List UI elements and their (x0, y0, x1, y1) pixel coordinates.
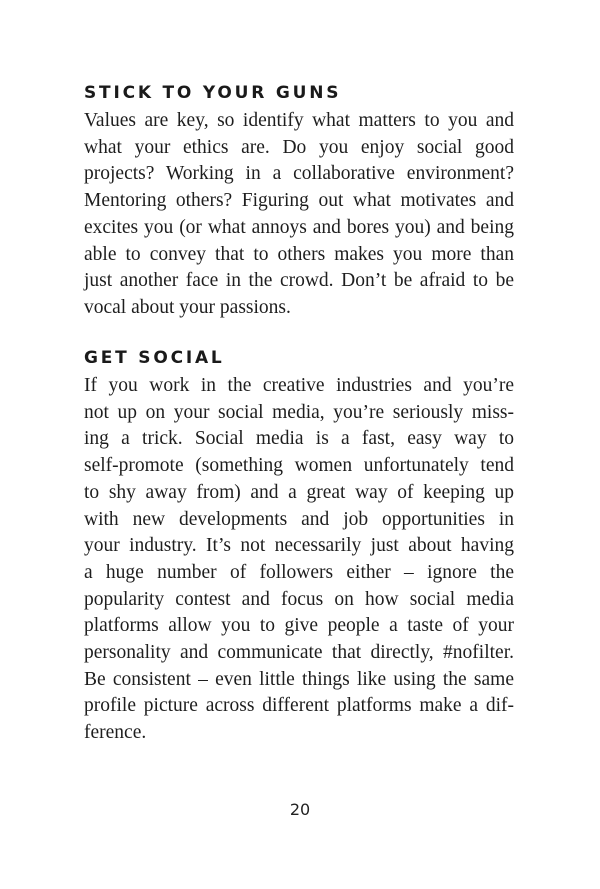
body-text-line: platforms allow you to give people a taste of your (84, 615, 514, 637)
body-text-line: If you work in the creative industries and you’re (84, 375, 514, 396)
body-text-line: your industry. It’s not necessarily just about having (84, 535, 514, 557)
body-text-line: just another face in the crowd. Don’t be afraid to be (84, 270, 514, 292)
body-text-line: profile picture across different platforms make a dif- (84, 695, 514, 717)
body-text-line: able to convey that to others makes you more than (84, 243, 514, 265)
body-text-line: personality and communicate that directly, #nofilter. (84, 642, 514, 664)
body-text-line: projects? Working in a collaborative environment? (84, 163, 514, 185)
section-get-social (84, 345, 514, 747)
body-text-line: Be consistent – even little things like using the same (84, 668, 514, 690)
page-number: 20 (289, 800, 311, 819)
body-text-line: ing a trick. Social media is a fast, easy way to (84, 428, 514, 450)
body-text-line: a huge number of followers either – ignore the (84, 561, 514, 583)
body-text-line: excites you (or what annoys and bores you) and being (84, 216, 514, 238)
section-heading: STICK TO YOUR GUNS (84, 83, 342, 103)
section-heading: GET SOCIAL (84, 348, 225, 368)
body-text-line: ference. (84, 722, 147, 744)
body-text-line: Values are key, so identify what matters to you and (84, 110, 514, 131)
body-text-line: self-promote (something women unfortunately tend (84, 455, 514, 477)
body-text-line: not up on your social media, you’re seriously miss- (84, 401, 514, 423)
body-text-line: what your ethics are. Do you enjoy social good (84, 136, 514, 158)
body-text-line: vocal about your passions. (84, 296, 291, 318)
body-text-line: to shy away from) and a great way of keeping up (84, 481, 514, 503)
body-text-line: Mentoring others? Figuring out what motivates and (84, 190, 514, 212)
body-text-line: with new developments and job opportunities in (84, 508, 514, 530)
section-stick-to-your-guns (84, 80, 514, 322)
body-text-line: popularity contest and focus on how social media (84, 588, 514, 610)
